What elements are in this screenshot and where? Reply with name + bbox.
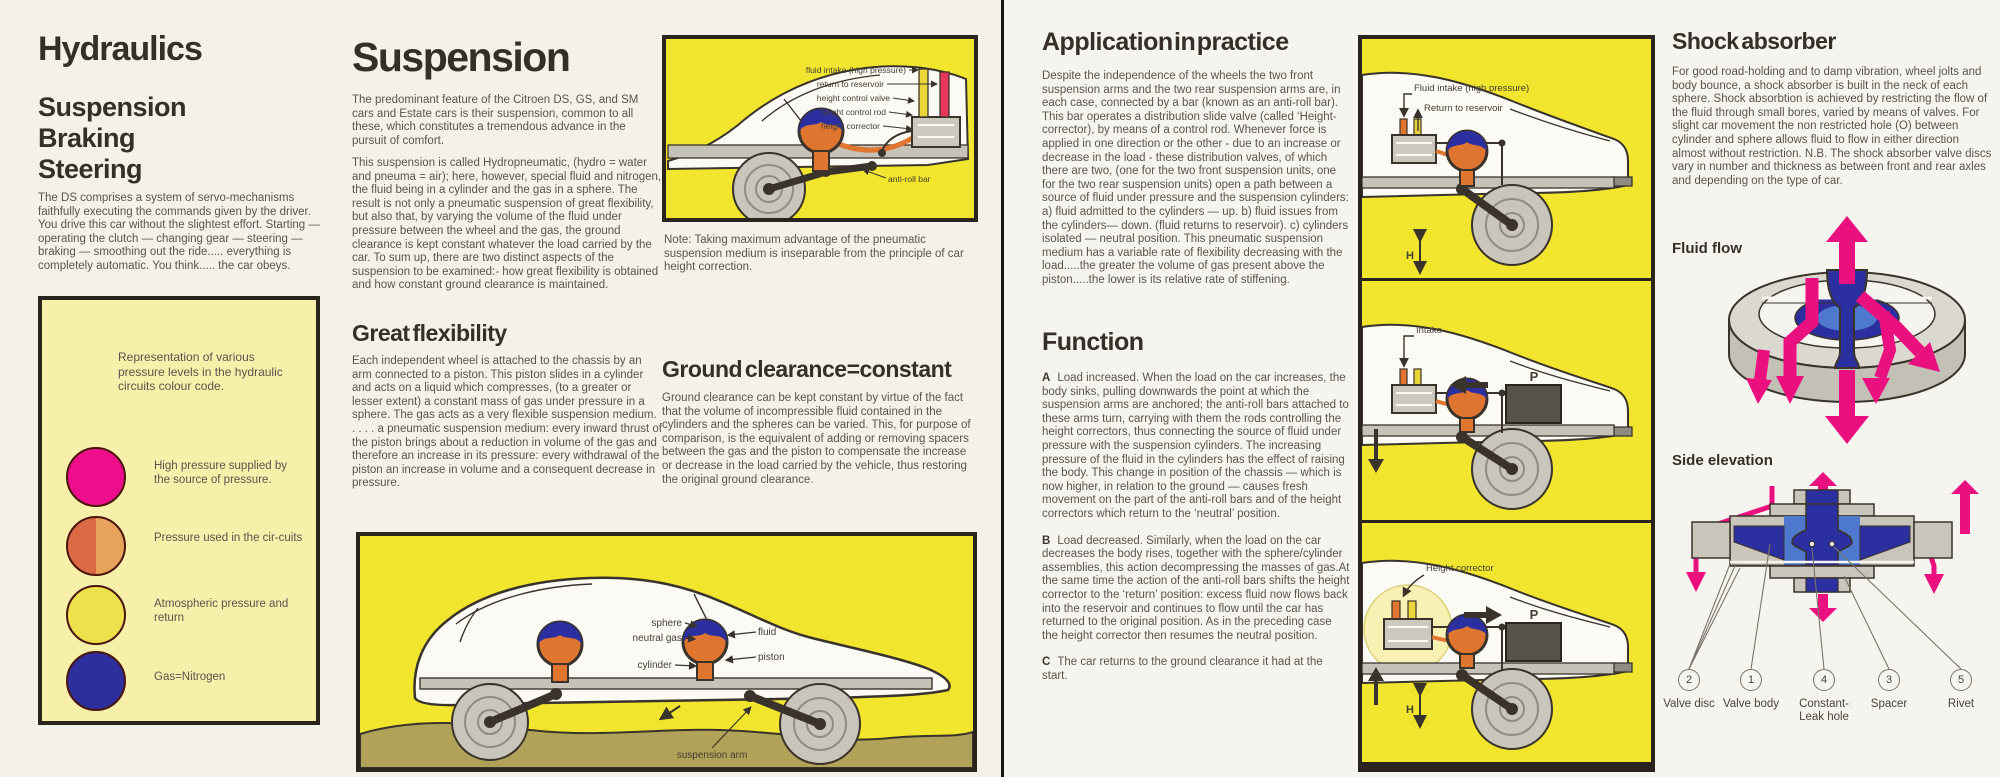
label-height-corrector: height corrector [820,121,880,131]
diagram-1 [1362,39,1651,278]
legend-label: Atmospheric pressure and return [154,598,289,624]
height-corrector-block [912,117,960,147]
function-diagrams-frame [1358,35,1655,772]
label-fluid-intake: Fluid intake (high pressure) [1414,83,1530,94]
elev-up-arrow-right [1951,480,1979,534]
ground-clearance-paragraph: Ground clearance can be kept constant by virtue of the fact that the volume of incompressible fluid contained in the cylinders and the spheres can be varied. This, for purpose of comparison, is the equivalent of adding or removing spacers between the gas and the piston to compensate the increase or decrease in the load carried by the vehicle, thus restoring the original ground clearance. [662,392,971,486]
flexibility-heading: Great flexibility [352,320,507,346]
return-tube [940,72,949,117]
label-height-control-valve: height control valve [816,93,890,103]
label-load-p: P [1529,607,1539,622]
label-sphere: sphere [651,618,682,629]
callout-label: Spacer [1870,698,1908,710]
label-piston: piston [758,652,785,663]
ground-clearance-heading: Ground clearance=constant [662,356,952,382]
pressure-legend [38,296,320,725]
label-anti-roll-bar: anti-roll bar [888,174,931,184]
label-fluid-intake: fluid intake (high pressure) [805,65,906,75]
function-letter: B [1042,534,1051,547]
function-item-b [1042,535,1350,644]
diagram-load-increased [1362,281,1651,520]
function-item-c [1042,656,1350,683]
callout-number: 2 [1678,669,1700,691]
label-cylinder: cylinder [637,660,672,671]
diagram-height-corrector [1362,523,1651,762]
label-neutral-gas: neutral gas [632,633,682,644]
legend-label: Gas=Nitrogen [154,671,226,683]
cylinder-shape [813,151,829,171]
label-height-corrector: Height corrector [1426,563,1494,574]
leak-hole-dot [1809,541,1814,546]
callout-label: Constant-Leak hole [1799,698,1849,723]
page-title: Hydraulics [38,30,202,68]
label-suspension-arm: suspension arm [676,750,748,761]
diagram-2 [1362,281,1651,520]
legend-label: Pressure used in the cir-cuits [154,532,303,544]
application-paragraph: Despite the independence of the wheels the two front suspension arms and the two rear suspension arms are, in each case, connected by a bar (known as an anti-roll bar). This bar operates a distribution slide valve (called ‘Height-corrector), by means of a control rod. Whenever force is applied in one direction or the other - due to an increase or decrease in the load - these distribution valves, of which there are two, (one for the two front suspension units, one for the two rear suspension units) open a path between a source of fluid under pressure and the suspension cylinders: a) fluid admitted to the cylinders — up. b) fluid issues from the cylinders— down. (fluid returns to reservoir). c) cylinders isolated — neutral position. This pneumatic suspension medium has a variable rate of flexibility decreasing with the load.....the greater the volume of gas present above the piston.....the lower is its relative rate of stiffening. [1042,70,1349,286]
load-block [1506,623,1561,661]
label-intake: Intake [1416,325,1442,336]
load-block [1506,385,1561,423]
callout-number: 5 [1950,669,1972,691]
function-paragraphs [1042,372,1350,696]
application-heading: Application in practice [1042,28,1289,56]
rear-suspension-diagram-panel [662,35,978,222]
page-fold-divider [1001,0,1004,777]
function-heading: Function [1042,328,1144,356]
callout-number: 4 [1813,669,1835,691]
rivet-dot [1829,541,1834,546]
callout-label: Rivet [1947,698,1975,710]
flexibility-paragraph: Each independent wheel is attached to the chassis by an arm connected to a piston. This piston slides in a cylinder and acts on a liquid which compresses, (to a greater or lesser extent) a constant mass of gas under pressure in a sphere. The gas acts as a very flexible suspension medium. . . . . a pneumatic suspension medium: every inward thrust of the piston brings about a reduction in volume of the gas and therefore an increase in its pressure: every withdrawal of the piston an increase in volume and a consequent decrease in pressure. [352,355,663,490]
label-load-p: P [1529,369,1539,384]
suspension-paragraph-1: The predominant feature of the Citroen DS, GS, and SM cars and Estate cars is their suspension, common to all these, which constitutes a tremendous advance in the pursuit of comfort. [352,94,639,147]
rear-suspension-diagram [666,39,974,218]
flow-left-outer [1760,350,1764,380]
intro-paragraph: The DS comprises a system of servo-mechanisms faithfully executing the commands given by the driver. You drive this car without the slightest effort. Starting — operating the clutch — changing gear — steering — braking — smoothing out the ride..... everything is completely automatic. You think..... the car obeys. [38,192,320,272]
callout-number: 3 [1878,669,1900,691]
label-return-reservoir: return to reservoir [816,79,884,89]
atmospheric-swatch-icon [66,585,126,645]
shock-absorber-paragraph: For good road-holding and to damp vibration, wheel jolts and body bounce, a shock absorber is built in the neck of each sphere. Shock absorbtion is achieved by restricting the flow of the fluid through small bores, varied by means of valves. For slight car movement the non restricted hole (O) between cylinder and sphere allows fluid to flow in either direction almost without restriction. N.B. The shock absorber valve discs vary in number and thickness as between front and rear axles and depending on the type of car. [1672,66,1992,187]
height-corrector-block [1392,385,1436,413]
height-corrector-block [1392,135,1436,163]
side-elevation-wrapper [1663,470,1994,740]
function-text: The car returns to the ground clearance it had at the start. [1042,656,1323,682]
body-sinks-arrow [1368,459,1384,473]
label-height-control-rod: height control rod [820,107,886,117]
subtitle-line: Steering [38,154,143,184]
gas-nitrogen-swatch-icon [66,651,126,711]
function-letter: A [1042,372,1051,384]
used-pressure-swatch-icon [66,516,126,576]
function-item-a [1042,372,1350,522]
diagram-load-normal [1362,39,1651,278]
subtitle-line: Braking [38,123,136,153]
fluid-flow-label: Fluid flow [1672,240,1742,257]
label-height-h: H [1406,704,1414,716]
callout-label: Valve body [1722,698,1780,710]
legend-label: High pressure supplied by the source of pressure. [154,460,287,486]
callout-label: Valve disc [1663,698,1715,710]
subtitle-line: Suspension [38,92,187,122]
high-pressure-swatch-icon [66,447,126,507]
label-fluid: fluid [758,627,777,638]
label-height-h: H [1406,250,1414,262]
function-text: Load increased. When the load on the car increases, the body sinks, pulling downwards the point at which the suspension arms are anchored; the anti-roll bars attached to these arms turn, carrying with them the rods controlling the height correctors, thus connecting the source of fluid under pressure with the suspension cylinders. The increasing pressure of the fluid in the cylinders has the effect of raising the body. This change in position of the chassis — which is now higher, in relation to the ground — causes fresh movement on the part of the anti-roll bars and of the height correctors which return to the ‘neutral’ position. [1042,372,1349,520]
suspension-paragraph-2: This suspension is called Hydropneumatic, (hydro = water and pneuma = air); here, however, special fluid and nitrogen, the fluid being in a cylinder and the gas in a sphere. The result is not only a pneumatic suspension of great flexibility, but also that, by varying the volume of the fluid under pressure between the wheel and the gas, the ground clearance is kept constant whatever the load carried by the car. To sum up, there are two distinct aspects of the suspension to be examined:- how great flexibility is obtained and how constant ground clearance is maintained. [352,157,662,292]
label-return-reservoir: Return to reservoir [1424,103,1503,114]
intake-tube [919,69,928,117]
function-letter: C [1042,656,1051,669]
note-paragraph: Note: Taking maximum advantage of the pneumatic suspension medium is inseparable from the principle of car height correction. [664,234,964,274]
fluid-flow-diagram [1692,212,1992,458]
page-subtitle [38,92,186,185]
shock-absorber-heading: Shock absorber [1672,28,1836,54]
function-text: Load decreased. Similarly, when the load on the car decreases the body rises, together with the sphere/cylinder assemblies, this action decompressing the masses of gas.At the same time the action of the anti-roll bars shifts the height corrector to the ‘return’ position: excess fluid now flows back into the reservoir and continues to flow until the car has returned to the original position. As in the preceding case the height corrector then resumes the neutral position. [1042,534,1350,642]
legend-caption: Representation of various pressure levels in the hydraulic circuits colour code. [118,350,283,393]
elev-down-arrow-center [1809,594,1837,622]
side-elevation-label: Side elevation [1672,452,1773,469]
height-corrector-block [1384,619,1432,649]
car-suspension-diagram [360,536,973,768]
callout-number: 1 [1740,669,1762,691]
car-suspension-diagram-panel [356,532,977,772]
suspension-title: Suspension [352,34,570,80]
diagram-3 [1362,523,1651,762]
